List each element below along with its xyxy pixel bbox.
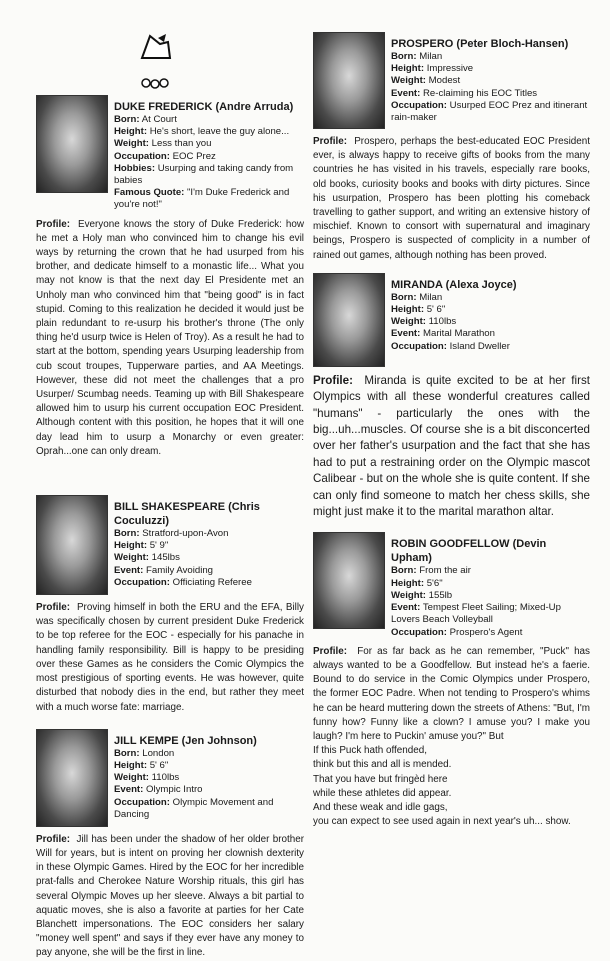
profile-label: Profile:: [313, 373, 353, 387]
field-label: Occupation:: [114, 576, 170, 588]
field-value: Olympic Intro: [146, 784, 203, 796]
portrait-photo: [313, 32, 385, 129]
field-value: 5' 6": [149, 759, 169, 771]
field-label: Weight:: [114, 552, 149, 564]
profile-body: Everyone knows the story of Duke Frederick: how he met a Holy man who convinced him to change his evil ways by returning the crown that he had usurped from his brother, and dedicate himself to a monastic life... What you may not know is that the next day El Presidente met an Unholy man who convinced him that "being good" is in fact stupid. Coming to this realization he decided it would just be plain redundant to re-usurp his brother's throne (The only thing he'd usurp twice is Helen of Troy). As a result he had to start at the bottom, spending years Usurping leadership from cub scout troupes, Tupperware parties, and AA Meetings. However, these did not meet the challenges that a pro Usurper/ Scumbag needs. Teaming up with Bill Shakespeare allowed him to usurp his current occupation EOC President. Although content with this position, he hopes that it will one day lead him to usurp a Monarchy or even greater: Oprah...one can only dream.: [36, 218, 304, 457]
field-label: Weight:: [391, 316, 426, 328]
info-field: [114, 163, 304, 187]
info-field: [391, 51, 590, 63]
field-label: Born:: [391, 51, 417, 62]
info-field: [391, 100, 590, 124]
profile-body: Jill has been under the shadow of her older brother Will for years, but is intent on proving her clownish dexterity in these Olympic Games. Hired by the EOC for her incredible prat-falls and Cherokee Nature Worship rituals, this girl has several Olympic Moves up her sleeve. Always a bit partial to aquatic moves, she is also a favorite at parties for her Cate Blanchett impersonations. The EOC considers her salary "money well spent" and says if they ever have any money to pay anyone, she will be the first in line.: [36, 833, 304, 959]
profile-card-robin-goodfellow: [313, 532, 590, 829]
info-field: [114, 126, 304, 138]
profile-body: Miranda is quite excited to be at her first Olympics with all these wonderful creatures called "humans" - particularly the ones with the big...uh...muscles. Of course she is a bit disconcerted over her father's usurpation and the fact that she has had to put a restraining order on the Olympic mascot Calibear - but on the whole she is quite content. If she can only find someone to match her chess skills, she might just make it to the marital marathon altar.: [313, 373, 590, 519]
info-field: [391, 63, 590, 75]
portrait-photo: [313, 532, 385, 629]
profile-label: Profile:: [313, 645, 348, 657]
field-label: Event:: [114, 784, 144, 796]
field-label: Height:: [391, 304, 425, 316]
field-label: Height:: [114, 540, 148, 552]
field-label: Born:: [391, 291, 417, 303]
info-field: [114, 187, 304, 211]
field-value: Family Avoiding: [146, 564, 214, 576]
profile-header: [313, 532, 590, 638]
field-label: Born:: [114, 528, 140, 540]
info-field: [391, 341, 590, 353]
info-field: [391, 590, 590, 602]
info-field: [391, 328, 590, 340]
field-value: 110lbs: [151, 772, 180, 784]
poem-line: And these weak and idle gags,: [313, 801, 448, 813]
character-name: MIRANDA (Alexa Joyce): [391, 278, 517, 291]
field-value: Officiating Referee: [172, 576, 252, 588]
info-field: [114, 760, 304, 772]
profile-info: [391, 278, 590, 353]
field-value: Impressive: [426, 63, 474, 75]
info-field: [391, 565, 590, 577]
info-field: [391, 627, 590, 639]
portrait-photo: [36, 495, 108, 595]
eoc-logo: [112, 28, 198, 90]
field-value: 145lbs: [151, 552, 180, 564]
field-label: Born:: [114, 747, 140, 759]
field-label: Event:: [114, 564, 144, 576]
portrait-photo: [36, 729, 108, 827]
profile-header: [36, 495, 304, 595]
profile-info: [391, 537, 590, 638]
field-label: Occupation:: [114, 796, 170, 808]
info-field: [114, 540, 304, 552]
poem-line: you can expect to see used again in next year's uh... show.: [313, 816, 571, 828]
profile-text-block: [36, 833, 304, 961]
field-value: "I'm Duke Frederick and you're not!": [114, 187, 290, 211]
profile-card-jill-kempe: [36, 729, 304, 961]
field-label: Hobbies:: [114, 162, 156, 174]
poem-line: If this Puck hath offended,: [313, 745, 428, 757]
field-label: Height:: [391, 63, 425, 75]
profile-body: Prospero, perhaps the best-educated EOC President ever, is always happy to receive gifts of books from the many countries he has visited in his travels, especially rare books, old books, curiosity books and books with dirty pictures. Since his usurpation, Prospero has been plotting his comeback travelling to gather support, and writing an extensive history of mischief. Known to consort with supernatural and imaginary beings, Prospero is suspected of complicity in a number of rained out games, although nothing has been proved.: [313, 136, 590, 261]
field-label: Born:: [391, 565, 417, 577]
profile-label: Profile:: [36, 218, 71, 230]
profile-body: For as far back as he can remember, "Puck" has always wanted to be a Goodfellow. But instead he's a faerie. Bound to do service in the Comic Olympics under Prospero, the former EOC Padre. When not tending to Prospero's whims he can be heard muttering down the streets of Athens: "But, I'm funny how? Funny like a clown? I amuse you? I make you laugh? I'm here to Puckin' amuse you?" But: [313, 645, 590, 742]
info-field: [114, 797, 304, 821]
character-name: BILL SHAKESPEARE (Chris Coculuzzi): [114, 501, 260, 528]
profile-text-block: [36, 601, 304, 715]
info-field: [114, 577, 304, 589]
profile-text-block: [36, 218, 304, 459]
info-field: [391, 316, 590, 328]
field-label: Event:: [391, 602, 421, 614]
field-label: Weight:: [114, 772, 149, 784]
field-value: 5' 6": [426, 304, 446, 316]
character-name: JILL KEMPE (Jen Johnson): [114, 734, 257, 747]
character-name: PROSPERO (Peter Bloch-Hansen): [391, 38, 569, 50]
field-value: From the air: [419, 565, 471, 577]
character-name: DUKE FREDERICK (Andre Arruda): [114, 101, 294, 113]
field-label: Height:: [114, 759, 148, 771]
profile-header: [313, 32, 590, 129]
profile-info: [391, 37, 590, 124]
field-value: Re-claiming his EOC Titles: [423, 87, 538, 99]
field-label: Occupation:: [114, 150, 170, 162]
profile-label: Profile:: [36, 833, 71, 845]
profile-card-duke-frederick: [36, 95, 304, 459]
left-column: [36, 0, 304, 961]
info-field: [391, 304, 590, 316]
profile-label: Profile:: [36, 602, 71, 614]
field-value: London: [142, 747, 175, 759]
field-label: Weight:: [391, 75, 426, 87]
portrait-photo: [313, 273, 385, 367]
field-value: 5' 9": [149, 540, 169, 552]
field-label: Occupation:: [391, 626, 447, 638]
profile-card-bill-shakespeare: [36, 495, 304, 715]
info-field: [114, 528, 304, 540]
field-value: Olympic Movement and Dancing: [114, 796, 274, 820]
info-field: [114, 748, 304, 760]
field-value: 110lbs: [428, 316, 457, 328]
field-label: Height:: [391, 577, 425, 589]
right-column: [313, 0, 590, 829]
field-value: Milan: [419, 291, 443, 303]
field-label: Weight:: [391, 589, 426, 601]
profile-card-miranda: [313, 273, 590, 521]
profile-info: [114, 500, 304, 589]
field-label: Occupation:: [391, 340, 447, 352]
info-field: [391, 75, 590, 87]
info-field: [114, 772, 304, 784]
poem-line: That you have but fringèd here: [313, 773, 448, 785]
info-field: [391, 292, 590, 304]
info-field: [114, 138, 304, 150]
field-value: 5'6": [426, 577, 443, 589]
field-label: Event:: [391, 328, 421, 340]
field-value: Modest: [428, 75, 461, 87]
field-value: Milan: [419, 51, 443, 62]
field-value: Prospero's Agent: [449, 626, 523, 638]
portrait-photo: [36, 95, 108, 193]
poem-line: while these athletes did appear.: [313, 787, 452, 799]
closing-poem: [313, 744, 590, 829]
field-value: Tempest Fleet Sailing; Mixed-Up Lovers Beach Volleyball: [391, 602, 561, 626]
field-value: Less than you: [151, 138, 212, 150]
profile-card-prospero: [313, 32, 590, 263]
field-label: Height:: [114, 126, 148, 138]
profile-info: [114, 100, 304, 212]
field-value: EOC Prez: [172, 150, 216, 162]
profile-label: Profile:: [313, 136, 348, 147]
field-label: Famous Quote:: [114, 187, 185, 199]
field-value: Stratford-upon-Avon: [142, 528, 229, 540]
poem-line: think but this and all is mended.: [313, 759, 452, 771]
info-field: [391, 578, 590, 590]
profile-header: [36, 95, 304, 212]
info-field: [114, 114, 304, 126]
profile-text-block: [313, 135, 590, 263]
profile-body: Proving himself in both the ERU and the EFA, Billy was specifically chosen by current president Duke Frederick to be top referee for the EOC - especially for his panache in handling family responsibility. Bill is happy to be presiding over these Games as he considers the Comic Olympics the most prestigious of sporting events. He was however, quite disturbed that nobody dies in the end, but rather they meet with a much worse fate: marriage.: [36, 602, 304, 713]
profile-header: [36, 729, 304, 827]
field-value: Usurping and taking candy from babies: [114, 162, 294, 187]
field-label: Born:: [114, 114, 140, 125]
info-field: [114, 552, 304, 564]
profile-text-block: [313, 373, 590, 521]
profile-header: [313, 273, 590, 367]
info-field: [114, 151, 304, 163]
info-field: [114, 565, 304, 577]
info-field: [114, 784, 304, 796]
field-value: Usurped EOC Prez and itinerant rain-maker: [391, 99, 588, 124]
field-value: He's short, leave the guy alone...: [149, 126, 290, 138]
field-value: Island Dweller: [449, 340, 510, 352]
field-value: 155lb: [428, 589, 453, 601]
profile-info: [114, 734, 304, 821]
field-label: Occupation:: [391, 99, 447, 111]
field-value: Marital Marathon: [423, 328, 495, 340]
character-name: ROBIN GOODFELLOW (Devin Upham): [391, 538, 547, 565]
info-field: [391, 602, 590, 626]
field-label: Weight:: [114, 138, 149, 150]
field-label: Event:: [391, 87, 421, 99]
info-field: [391, 88, 590, 100]
field-value: At Court: [141, 114, 177, 125]
profile-text-block: [313, 645, 590, 830]
